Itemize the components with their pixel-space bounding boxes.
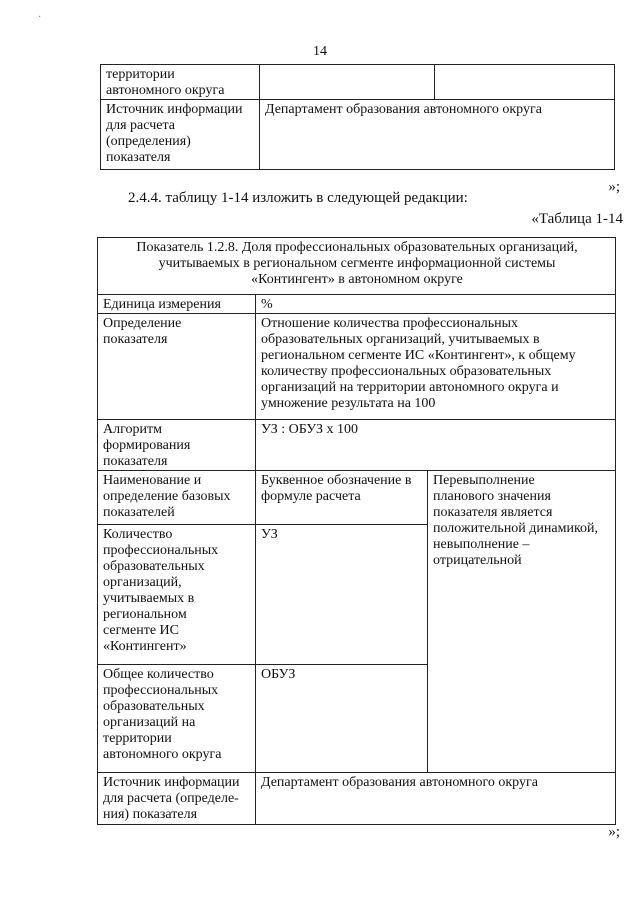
table-title: «Таблица 1-14: [531, 211, 623, 227]
base-indicators-value: Буквенное обозначение в формуле расчета: [256, 471, 428, 525]
table-row: [98, 773, 616, 825]
source-label: Источник информации для расчета (определе- ния) показателя: [98, 773, 256, 825]
definition-label: Определение показателя: [98, 314, 256, 420]
total-label: Общее количество профессиональных образовательных организаций на территории автономного округа: [98, 665, 256, 773]
table-row: [98, 471, 616, 525]
table-row: [101, 65, 615, 100]
dynamics-note: Перевыполнение планового значения показателя является положительной динамикой, невыполнение – отрицательной: [428, 471, 616, 773]
definition-value: Отношение количества профессиональных образовательных организаций, учитываемых в региональном сегменте ИС «Контингент», к общему количеству профессиональных образовательных организаций на территории автономного округа и умножение результата на 100: [256, 314, 616, 420]
cell-empty: [435, 65, 615, 100]
table-row: [98, 314, 616, 420]
amendment-paragraph: 2.4.4. таблицу 1-14 изложить в следующей редакции:: [128, 190, 468, 206]
unit-value: %: [256, 295, 616, 314]
cell-territory-label: территории автономного округа: [101, 65, 260, 100]
table-row: [98, 420, 616, 471]
cell-source-value: Департамент образования автономного округа: [260, 100, 615, 170]
algorithm-value: УЗ : ОБУЗ x 100: [256, 420, 616, 471]
table-row: [98, 295, 616, 314]
corner-mark: ·: [38, 12, 42, 23]
unit-label: Единица измерения: [98, 295, 256, 314]
page-number: 14: [313, 44, 327, 59]
table-row: [98, 238, 616, 295]
indicator-table: [97, 237, 616, 825]
count-label: Количество профессиональных образовательных организаций, учитываемых в региональном сегменте ИС «Контингент»: [98, 525, 256, 665]
base-indicators-label: Наименование и определение базовых показателей: [98, 471, 256, 525]
total-value: ОБУЗ: [256, 665, 428, 773]
cell-source-label: Источник информации для расчета (определения) показателя: [101, 100, 260, 170]
count-value: УЗ: [256, 525, 428, 665]
source-value: Департамент образования автономного округа: [256, 773, 616, 825]
closing-quote-mark-end: »;: [608, 824, 620, 840]
algorithm-label: Алгоритм формирования показателя: [98, 420, 256, 471]
indicator-header: Показатель 1.2.8. Доля профессиональных образовательных организаций, учитываемых в региональном сегменте информационной системы «Контингент» в автономном округе: [98, 238, 616, 295]
top-table: [100, 64, 615, 170]
table-row: [101, 100, 615, 170]
cell-empty: [260, 65, 435, 100]
closing-quote-mark: »;: [608, 179, 620, 195]
